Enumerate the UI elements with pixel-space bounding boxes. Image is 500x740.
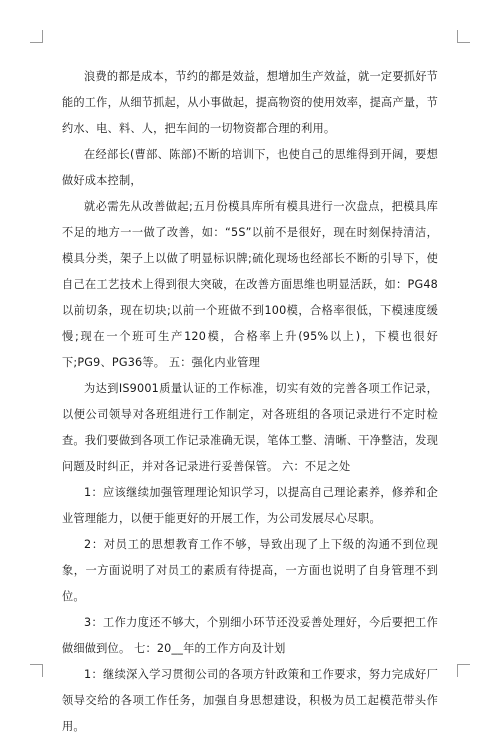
paragraph-training: 在经部长(曹部、陈部)不断的培训下，也使自己的思维得到开阔，要想做好成本控制， xyxy=(62,148,438,187)
paragraph-plan-1: 1：继续深入学习贯彻公司的各项方针政策和工作要求，努力完成好厂领导交给的各项工作任务，加强自身思想建设，积极为员工起模范带头作用。 xyxy=(62,668,438,733)
document-body xyxy=(62,64,438,740)
paragraph-shortcoming-3: 3：工作力度还不够大，个别细小环节还没妥善处理好，今后要把工作做细做到位。 七：20__年的工作方向及计划 xyxy=(62,616,438,655)
paragraph-shortcoming-2: 2：对员工的思想教育工作不够，导致出现了上下级的沟通不到位现象，一方面说明了对员工的素质有待提高，一方面也说明了自身管理不到位。 xyxy=(62,538,438,603)
paragraph-cost-saving: 浪费的都是成本，节约的都是效益，想增加生产效益，就一定要抓好节能的工作，从细节抓起，从小事做起，提高物资的使用效率，提高产量，节约水、电、料、人，把车间的一切物资都合理的利用。 xyxy=(62,70,438,135)
crop-mark-top-right xyxy=(457,30,470,43)
paragraph-improvement: 就必需先从改善做起;五月份模具库所有模具进行一次盘点，把模具库不足的地方一一做了改善，如：“5S”以前不是很好，现在时刻保持清洁，模具分类，架子上以做了明显标识牌;硫化现场也经部长不断的引导下，使自己在工艺技术上得到很大突破，在改善方面思维也明显活跃，如：PG48以前切条，现在切块;以前一个班做不到100模，合格率很低，下模速度缓慢;现在一个班可生产120模，合格率上升(95%以上)，下模也很好下;PG9、PG36等。 五：强化内业管理 xyxy=(62,200,438,369)
paragraph-internal-management: 为达到IS9001质量认证的工作标准，切实有效的完善各项工作记录，以便公司领导对各班组进行工作制定，对各班组的各项记录进行不定时检查。我们要做到各项工作记录准确无误，笔体工整、清晰、干净整洁，发现问题及时纠正，并对各记录进行妥善保管。 六：不足之处 xyxy=(62,382,438,473)
crop-mark-bottom-right xyxy=(457,664,470,677)
paragraph-shortcoming-1: 1：应该继续加强管理理论知识学习，以提高自己理论素养，修养和企业管理能力，以便于能更好的开展工作，为公司发展尽心尽职。 xyxy=(62,486,438,525)
crop-mark-top-left xyxy=(30,30,43,43)
crop-mark-bottom-left xyxy=(30,664,43,677)
